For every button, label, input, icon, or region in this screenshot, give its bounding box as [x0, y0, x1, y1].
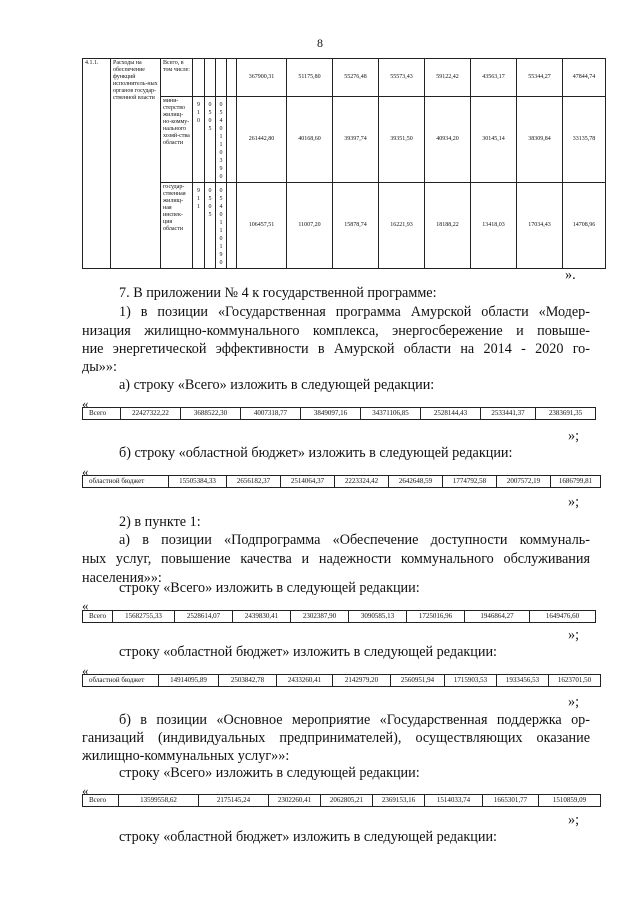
value-cell: 2175145,24 — [199, 795, 269, 807]
code-digits: 0 5 0 5 — [205, 97, 216, 183]
value-cell: 261442,80 — [237, 97, 287, 183]
value-cell: 2007572,19 — [497, 476, 551, 488]
closing-quote: »; — [568, 627, 580, 643]
value-cell: 2656182,37 — [227, 476, 281, 488]
value-cell: 2528144,43 — [421, 408, 481, 420]
value-cell: 40168,60 — [287, 97, 333, 183]
value-cell: 14914095,89 — [159, 675, 219, 687]
row-label: Всего, в том числе: — [161, 59, 193, 97]
item-2a-line: ных услуг, повышение качества и надежности коммунального обслуживания — [82, 551, 590, 567]
item-2b-line: ганизаций (индивидуальных предпринимателей), осуществляющих оказание — [82, 730, 590, 746]
value-cell: 1510859,09 — [539, 795, 601, 807]
value-cell: 13599558,62 — [119, 795, 199, 807]
value-cell: 1774792,58 — [443, 476, 497, 488]
item-2b-line: жилищно-коммунальных услуг»»: — [82, 748, 290, 764]
item-2: 2) в пункте 1: — [119, 514, 201, 530]
value-cell: 14708,96 — [563, 183, 606, 269]
value-cell: 1686799,81 — [551, 476, 601, 488]
item-2b-line: б) в позиции «Основное мероприятие «Государственная поддержка ор- — [119, 712, 590, 728]
value-cell: 2062805,21 — [321, 795, 373, 807]
value-cell: 33135,78 — [563, 97, 606, 183]
value-cell: 4007318,77 — [241, 408, 301, 420]
value-cell: 15878,74 — [333, 183, 379, 269]
value-cell: 43563,17 — [471, 59, 517, 97]
code-digits: 0 5 4 0 1 1 0 1 9 0 — [216, 183, 227, 269]
row-label: областной бюджет — [83, 476, 169, 488]
value-cell: 39397,74 — [333, 97, 379, 183]
value-cell: 1649476,60 — [530, 611, 596, 623]
closing-quote: »; — [568, 428, 580, 444]
paragraph-7-1-line: низация жилищно-коммунального комплекса, энергосбережение и повыше- — [82, 323, 590, 339]
value-cell: 15682755,33 — [113, 611, 175, 623]
code-digits: 0 5 0 5 — [205, 183, 216, 269]
closing-quote: »; — [568, 694, 580, 710]
row-label: государ-ственная жилищ-ная инспек-ция области — [161, 183, 193, 269]
opening-quote: « — [82, 396, 89, 411]
row-table-regional — [82, 674, 601, 687]
code-digits: 9 1 0 — [193, 97, 205, 183]
row-table-regional — [82, 475, 601, 488]
row-table-total — [82, 610, 596, 623]
value-cell: 3849097,16 — [301, 408, 361, 420]
paragraph-7-1-line: ды»»: — [82, 359, 117, 375]
value-cell: 51175,80 — [287, 59, 333, 97]
instruction-total: строку «Всего» изложить в следующей редакции: — [119, 765, 420, 781]
value-cell: 17034,43 — [517, 183, 563, 269]
value-cell: 47844,74 — [563, 59, 606, 97]
value-cell: 39351,50 — [379, 97, 425, 183]
opening-quote: « — [82, 663, 89, 678]
value-cell: 2642648,59 — [389, 476, 443, 488]
value-cell: 1725016,96 — [407, 611, 465, 623]
code-digits: 9 1 1 — [193, 183, 205, 269]
value-cell: 11007,20 — [287, 183, 333, 269]
value-cell: 2302387,90 — [291, 611, 349, 623]
value-cell: 2383691,35 — [536, 408, 596, 420]
value-cell: 1715903,53 — [445, 675, 497, 687]
value-cell: 1665301,77 — [483, 795, 539, 807]
value-cell: 40934,20 — [425, 97, 471, 183]
instruction-total: строку «Всего» изложить в следующей редакции: — [119, 580, 420, 596]
row-table-total — [82, 794, 601, 807]
value-cell: 2560951,94 — [391, 675, 445, 687]
closing-quote: »; — [568, 494, 580, 510]
closing-quote: »; — [568, 812, 580, 828]
paragraph-7-1-line: ние энергетической эффективности в Амурской области на 2014 - 2020 го- — [82, 341, 590, 357]
value-cell: 2433260,41 — [277, 675, 333, 687]
value-cell: 18188,22 — [425, 183, 471, 269]
value-cell: 1933456,53 — [497, 675, 549, 687]
value-cell: 22427322,22 — [121, 408, 181, 420]
value-cell: 3090585,13 — [349, 611, 407, 623]
value-cell: 106457,51 — [237, 183, 287, 269]
value-cell: 34371106,85 — [361, 408, 421, 420]
item-a: а) строку «Всего» изложить в следующей редакции: — [119, 377, 435, 393]
value-cell: 1623701,50 — [549, 675, 601, 687]
value-cell: 2514064,37 — [281, 476, 335, 488]
page-number: 8 — [317, 36, 323, 50]
value-cell: 2528614,07 — [175, 611, 233, 623]
closing-quote: ». — [565, 267, 576, 283]
value-cell: 2302260,41 — [269, 795, 321, 807]
value-cell: 2439830,41 — [233, 611, 291, 623]
row-label: Всего — [83, 408, 121, 420]
row-label: областной бюджет — [83, 675, 159, 687]
row-code: 4.1.1. — [83, 59, 111, 269]
value-cell: 55573,43 — [379, 59, 425, 97]
value-cell: 3688522,30 — [181, 408, 241, 420]
row-label: мини-стерство жилищ-но-комму-нального хозяй-ства области — [161, 97, 193, 183]
instruction-regional: строку «областной бюджет» изложить в следующей редакции: — [119, 829, 497, 845]
value-cell: 59122,42 — [425, 59, 471, 97]
opening-quote: « — [82, 598, 89, 613]
value-cell: 367900,31 — [237, 59, 287, 97]
value-cell: 30145,14 — [471, 97, 517, 183]
value-cell: 15505384,33 — [169, 476, 227, 488]
value-cell: 2369153,16 — [373, 795, 425, 807]
row-name: Расходы на обеспечение функций исполнитель-ных органов государ-ственной власти — [111, 59, 161, 269]
value-cell: 55276,48 — [333, 59, 379, 97]
value-cell: 55344,27 — [517, 59, 563, 97]
value-cell: 13418,03 — [471, 183, 517, 269]
paragraph-7-1-line: 1) в позиции «Государственная программа Амурской области «Модер- — [119, 304, 590, 320]
row-label: Всего — [83, 611, 113, 623]
item-2a-line: а) в позиции «Подпрограмма «Обеспечение доступности коммуналь- — [119, 532, 590, 548]
value-cell: 2533441,37 — [481, 408, 536, 420]
opening-quote: « — [82, 464, 89, 479]
opening-quote: « — [82, 783, 89, 798]
value-cell: 1946864,27 — [465, 611, 530, 623]
value-cell: 2503842,78 — [219, 675, 277, 687]
row-label: Всего — [83, 795, 119, 807]
row-table-total — [82, 407, 596, 420]
instruction-regional: строку «областной бюджет» изложить в следующей редакции: — [119, 644, 497, 660]
value-cell: 16221,93 — [379, 183, 425, 269]
item-b: б) строку «областной бюджет» изложить в следующей редакции: — [119, 445, 513, 461]
value-cell: 2223324,42 — [335, 476, 389, 488]
value-cell: 38309,84 — [517, 97, 563, 183]
code-digits: 0 5 4 0 1 1 0 3 9 0 — [216, 97, 227, 183]
item-2a-line: населения»»: — [82, 570, 162, 586]
paragraph-7: 7. В приложении № 4 к государственной программе: — [119, 285, 437, 301]
value-cell: 1514033,74 — [425, 795, 483, 807]
value-cell: 2142979,20 — [333, 675, 391, 687]
expenses-table — [82, 58, 606, 269]
